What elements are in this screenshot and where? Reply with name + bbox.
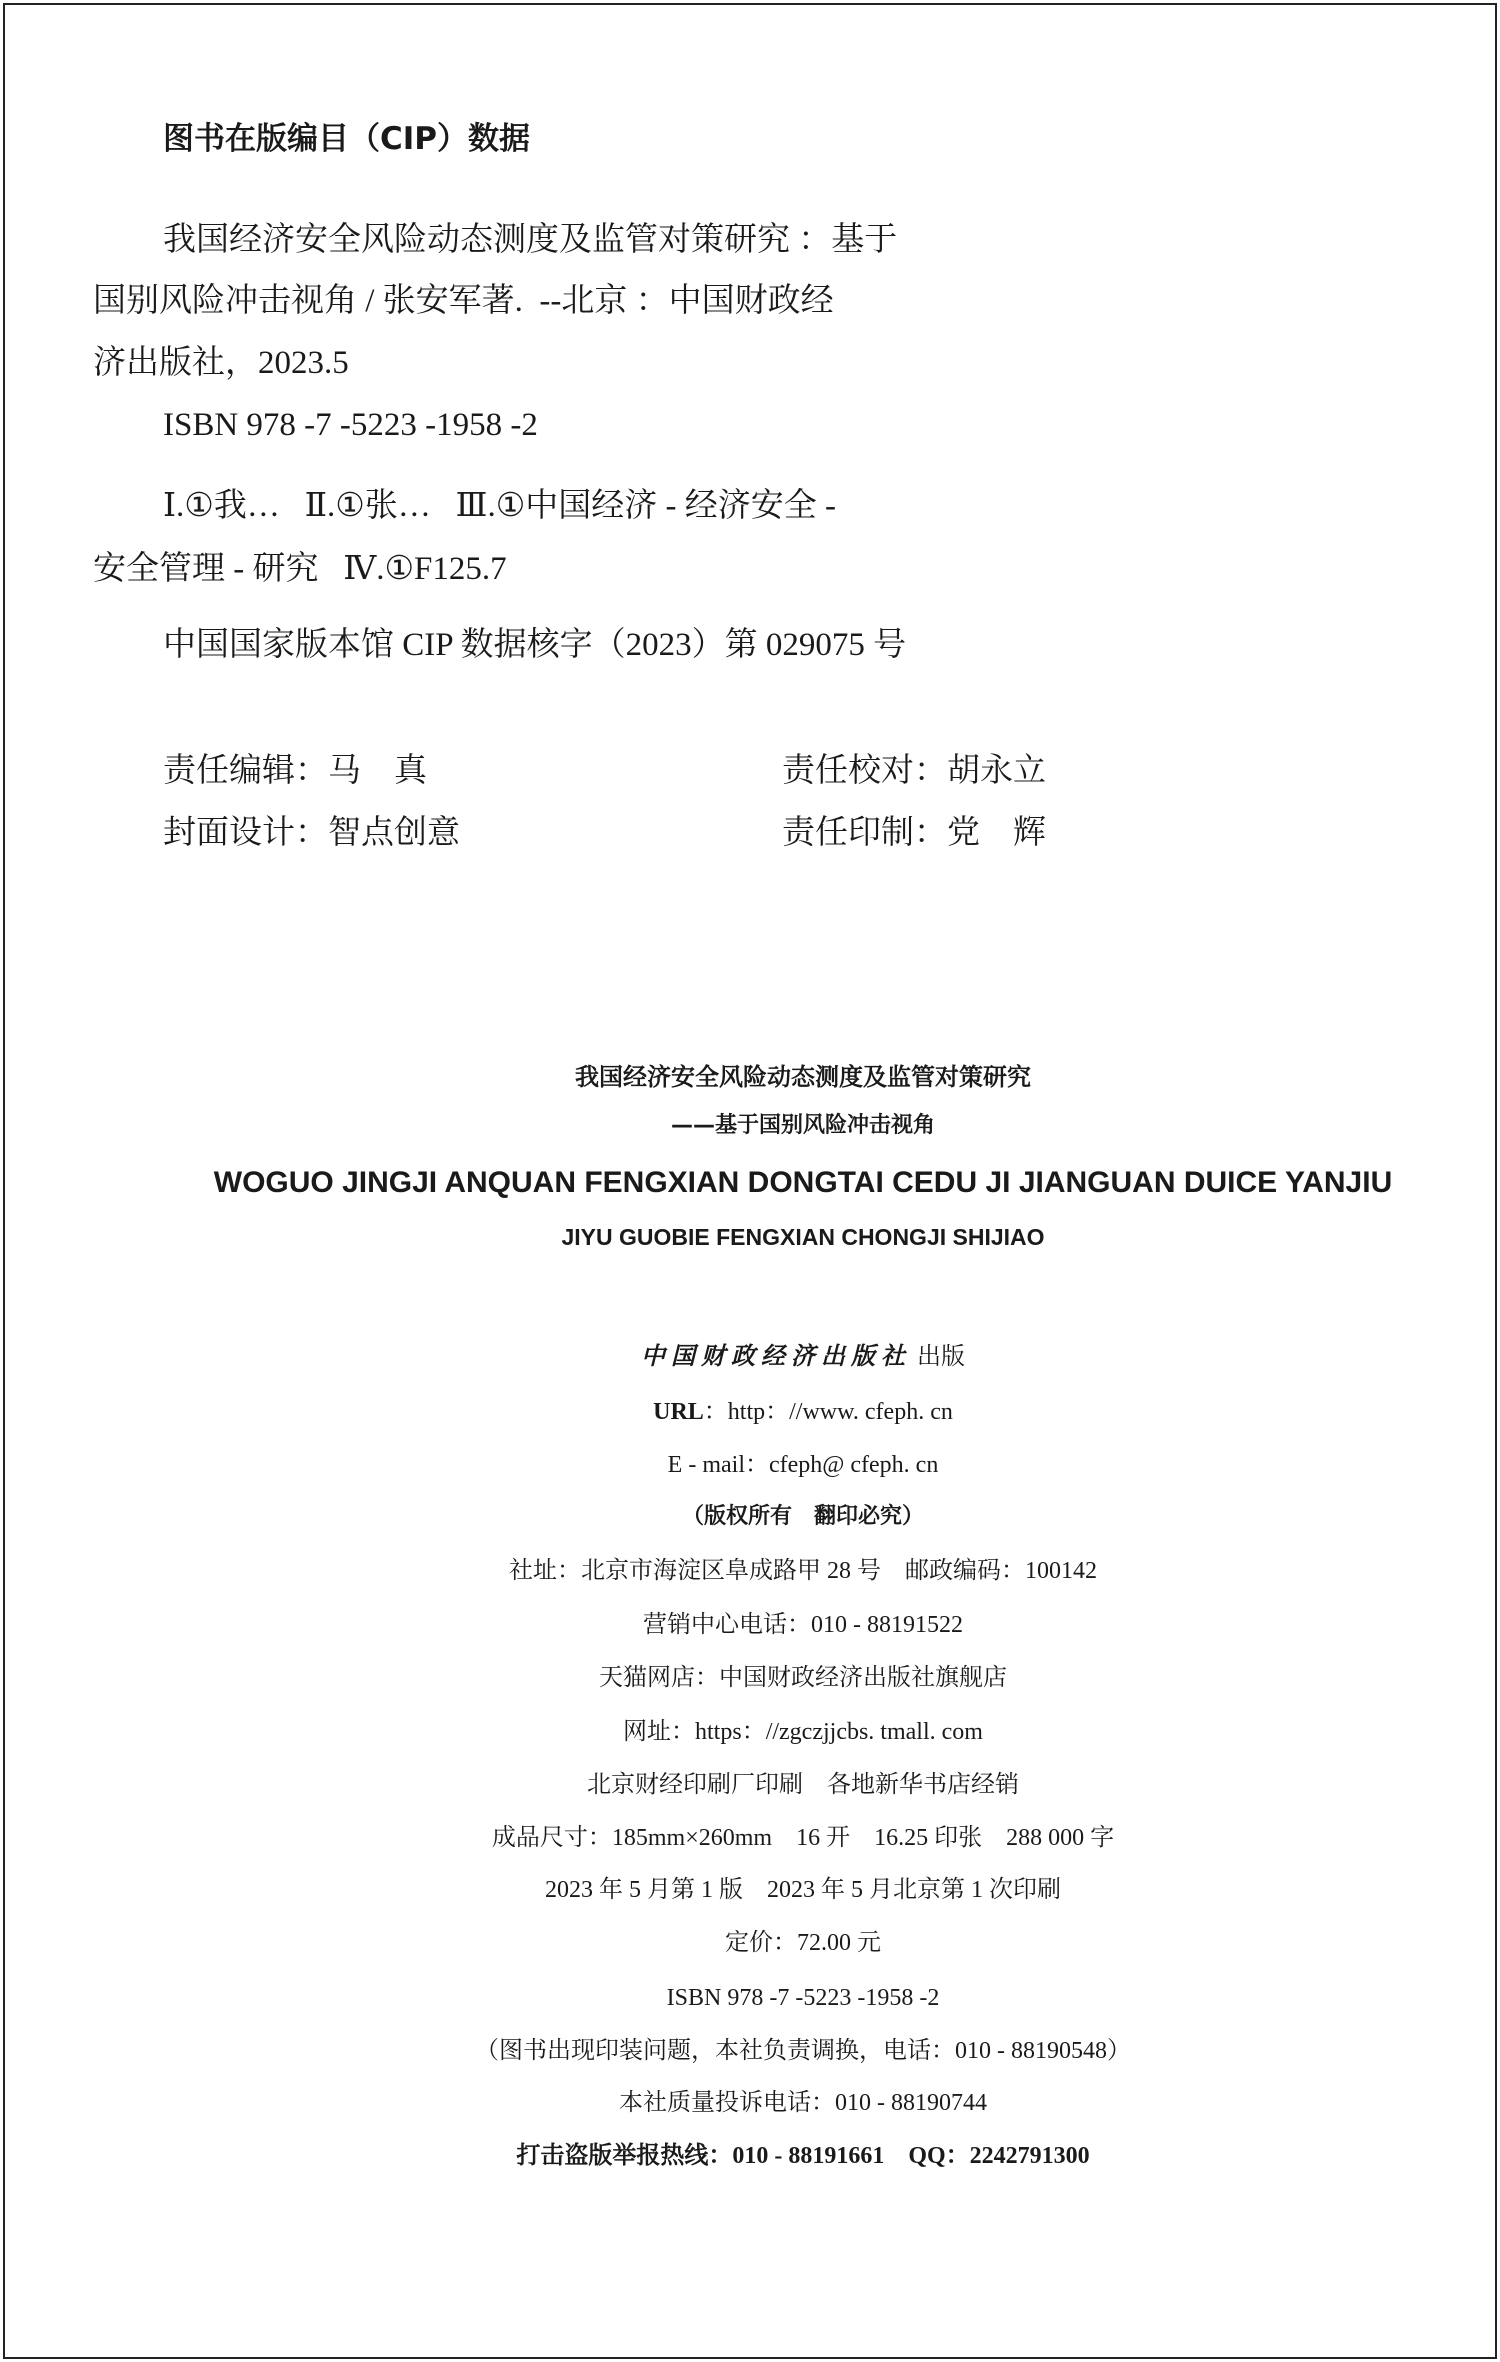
staff-proofreader: 责任校对：胡永立: [782, 753, 1046, 789]
cip-line: 我国经济安全风险动态测度及监管对策研究 ：基于: [163, 222, 898, 258]
complaint-phone: 本社质量投诉电话：010 - 88190744: [619, 2090, 987, 2116]
sales-phone: 营销中心电话：010 - 88191522: [643, 1612, 963, 1638]
anti-piracy-hotline: 打击盗版举报热线：010 - 88191661 QQ：2242791300: [516, 2143, 1090, 2169]
cip-record-number: 中国国家版本馆 CIP 数据核字（2023）第 029075 号: [163, 627, 907, 663]
isbn: ISBN 978 -7 -5223 -1958 -2: [666, 1985, 940, 2011]
staff-cover-design: 封面设计：智点创意: [163, 815, 460, 851]
price: 定价：72.00 元: [725, 1930, 881, 1956]
cip-isbn: ISBN 978 -7 -5223 -1958 -2: [163, 407, 538, 443]
tmall-store: 天猫网店：中国财政经济出版社旗舰店: [599, 1665, 1007, 1691]
published-label: 出版: [917, 1344, 965, 1370]
publisher-line: [0, 1341, 1500, 1370]
book-subtitle-cn: ——基于国别风险冲击视角: [670, 1113, 935, 1138]
printer-info: 北京财经印刷厂印刷 各地新华书店经销: [587, 1772, 1019, 1798]
book-title-cn: 我国经济安全风险动态测度及监管对策研究: [575, 1063, 1031, 1091]
cip-classification: Ⅰ.①我… Ⅱ.①张… Ⅲ.①中国经济 - 经济安全 -: [163, 488, 837, 524]
defect-notice: （图书出现印装问题，本社负责调换，电话：010 - 88190548）: [475, 2038, 1131, 2064]
staff-printing: 责任印制：党 辉: [782, 815, 1046, 851]
publisher-url: [0, 1400, 1500, 1424]
url-label: URL: [653, 1399, 704, 1425]
cip-classification: 安全管理 - 研究 Ⅳ.①F125.7: [93, 551, 507, 587]
cip-heading: 图书在版编目（CIP）数据: [163, 121, 531, 157]
copyright-notice: （版权所有 翻印必究）: [681, 1504, 924, 1529]
url-value: ：http：//www. cfeph. cn: [703, 1399, 953, 1425]
book-title-en: WOGUO JINGJI ANQUAN FENGXIAN DONGTAI CEDU JI JIANGUAN DUICE YANJIU: [213, 1166, 1393, 1199]
publisher-email: E - mail：cfeph@ cfeph. cn: [667, 1452, 939, 1478]
store-website: 网址：https：//zgczjjcbs. tmall. com: [623, 1719, 983, 1745]
book-subtitle-en: JIYU GUOBIE FENGXIAN CHONGJI SHIJIAO: [561, 1224, 1045, 1250]
publisher-address: 社址：北京市海淀区阜成路甲 28 号 邮政编码：100142: [509, 1558, 1097, 1584]
staff-editor: 责任编辑：马 真: [163, 753, 427, 789]
cip-line: 国别风险冲击视角 / 张安军著. --北京 ：中国财政经: [93, 283, 834, 319]
cip-line: 济出版社，2023.5: [93, 345, 349, 381]
publisher-logo: 中国财政经济出版社: [641, 1341, 911, 1370]
book-size: 成品尺寸：185mm×260mm 16 开 16.25 印张 288 000 字: [491, 1825, 1115, 1851]
edition-info: 2023 年 5 月第 1 版 2023 年 5 月北京第 1 次印刷: [545, 1877, 1061, 1903]
